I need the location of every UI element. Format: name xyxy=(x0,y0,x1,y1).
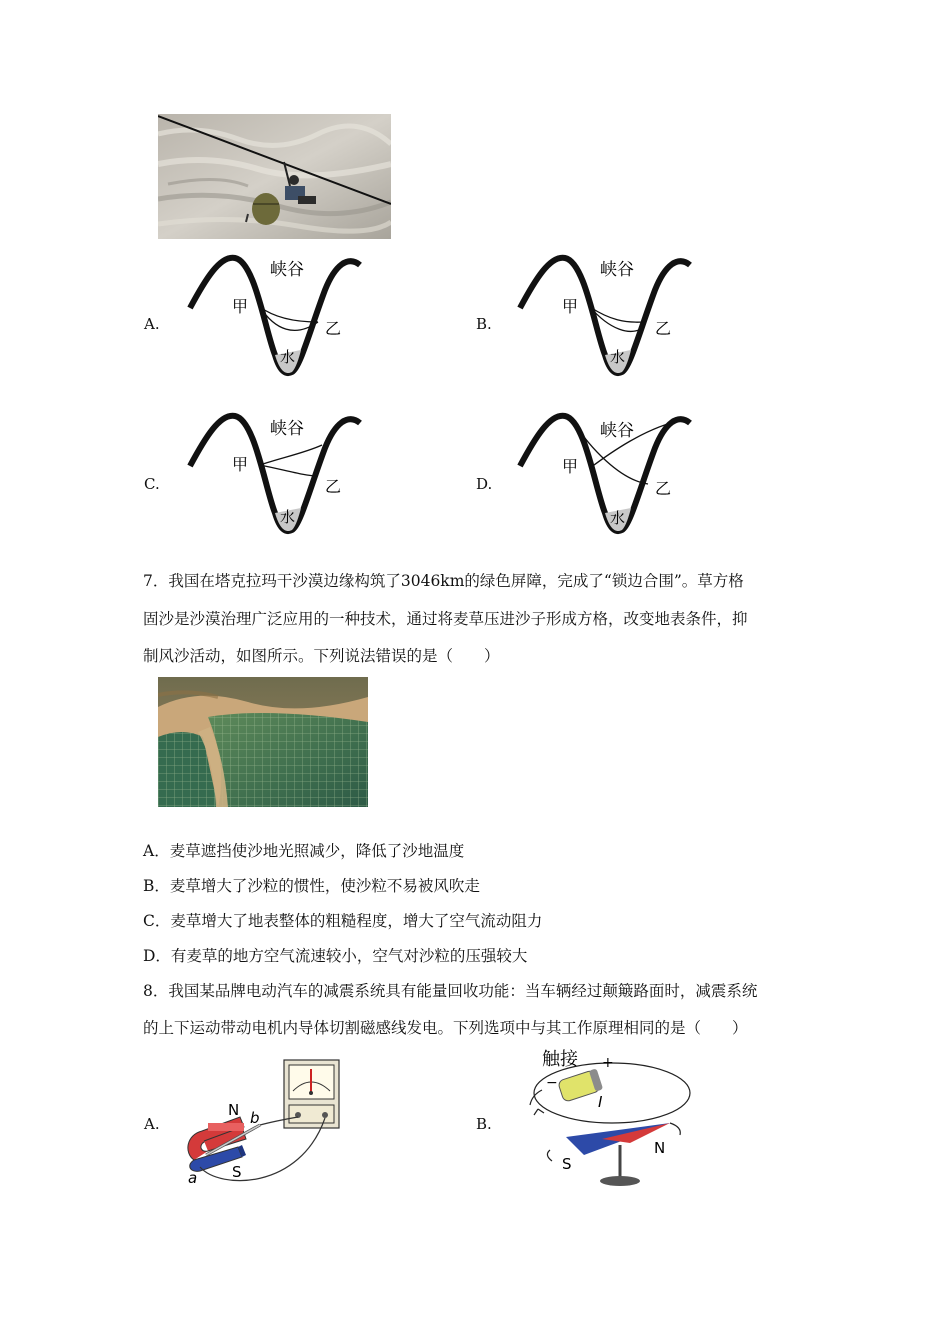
q6-option-a-diagram xyxy=(180,250,380,385)
q7-stem-line-1: 7．我国在塔克拉玛干沙漠边缘构筑了3046km的绿色屏障，完成了“锁边合围”。草方格 xyxy=(143,572,744,590)
yi-label: 乙 xyxy=(325,477,342,496)
q8-stem-line-1: 8．我国某品牌电动汽车的减震系统具有能量回收功能：当车辆经过颠簸路面时，减震系统 xyxy=(143,982,758,1000)
current-label: I xyxy=(598,1093,603,1111)
jia-label: 甲 xyxy=(232,297,249,316)
canyon-label: 峡谷 xyxy=(270,260,304,280)
q7-option-d[interactable]: D．有麦草的地方空气流速较小，空气对沙粒的压强较大 xyxy=(143,947,528,965)
q6-option-a-letter[interactable]: A. xyxy=(144,315,160,333)
straw-checkerboard-photo xyxy=(158,677,368,807)
water-label: 水 xyxy=(280,348,296,366)
q6-option-c-letter[interactable]: C. xyxy=(144,475,160,493)
canyon-label: 峡谷 xyxy=(600,260,634,280)
jia-label: 甲 xyxy=(562,297,579,316)
point-b-label: b xyxy=(250,1109,260,1127)
plus-label: + xyxy=(602,1055,614,1071)
touch-label: 触接 xyxy=(542,1049,578,1070)
q7-option-a[interactable]: A．麦草遮挡使沙地光照减少，降低了沙地温度 xyxy=(143,842,465,860)
canyon-label: 峡谷 xyxy=(270,419,304,439)
q6-option-c-diagram xyxy=(180,408,380,543)
q6-option-d-letter[interactable]: D. xyxy=(476,475,493,493)
needle-n-label: N xyxy=(654,1139,666,1157)
q8-option-a-letter[interactable]: A. xyxy=(144,1115,160,1133)
q7-option-b[interactable]: B．麦草增大了沙粒的惯性，使沙粒不易被风吹走 xyxy=(143,877,480,895)
needle-s-label: S xyxy=(562,1155,572,1173)
water-label: 水 xyxy=(280,508,296,526)
q6-option-d-diagram xyxy=(510,408,710,543)
yi-label: 乙 xyxy=(655,479,672,498)
jia-label: 甲 xyxy=(562,457,579,476)
zipline-photo xyxy=(158,114,391,239)
q8-option-b-diagram xyxy=(520,1045,700,1195)
q8-option-a-diagram xyxy=(180,1055,360,1190)
minus-label: − xyxy=(546,1075,558,1091)
point-a-label: a xyxy=(188,1169,198,1187)
water-label: 水 xyxy=(610,509,626,527)
water-label: 水 xyxy=(610,348,626,366)
canyon-label: 峡谷 xyxy=(600,421,634,441)
yi-label: 乙 xyxy=(655,319,672,338)
q7-option-c[interactable]: C．麦草增大了地表整体的粗糙程度，增大了空气流动阻力 xyxy=(143,912,543,930)
jia-label: 甲 xyxy=(232,455,249,474)
q6-option-b-diagram xyxy=(510,250,710,385)
n-pole-label: N xyxy=(228,1101,240,1119)
q8-option-b-letter[interactable]: B. xyxy=(476,1115,492,1133)
q7-stem-line-3: 制风沙活动，如图所示。下列说法错误的是（ ） xyxy=(143,647,500,665)
q7-stem-line-2: 固沙是沙漠治理广泛应用的一种技术，通过将麦草压进沙子形成方格，改变地表条件，抑 xyxy=(143,610,748,628)
s-pole-label: S xyxy=(232,1163,242,1181)
yi-label: 乙 xyxy=(325,319,342,338)
q8-stem-line-2: 的上下运动带动电机内导体切割磁感线发电。下列选项中与其工作原理相同的是（ ） xyxy=(143,1019,748,1037)
q6-option-b-letter[interactable]: B. xyxy=(476,315,492,333)
